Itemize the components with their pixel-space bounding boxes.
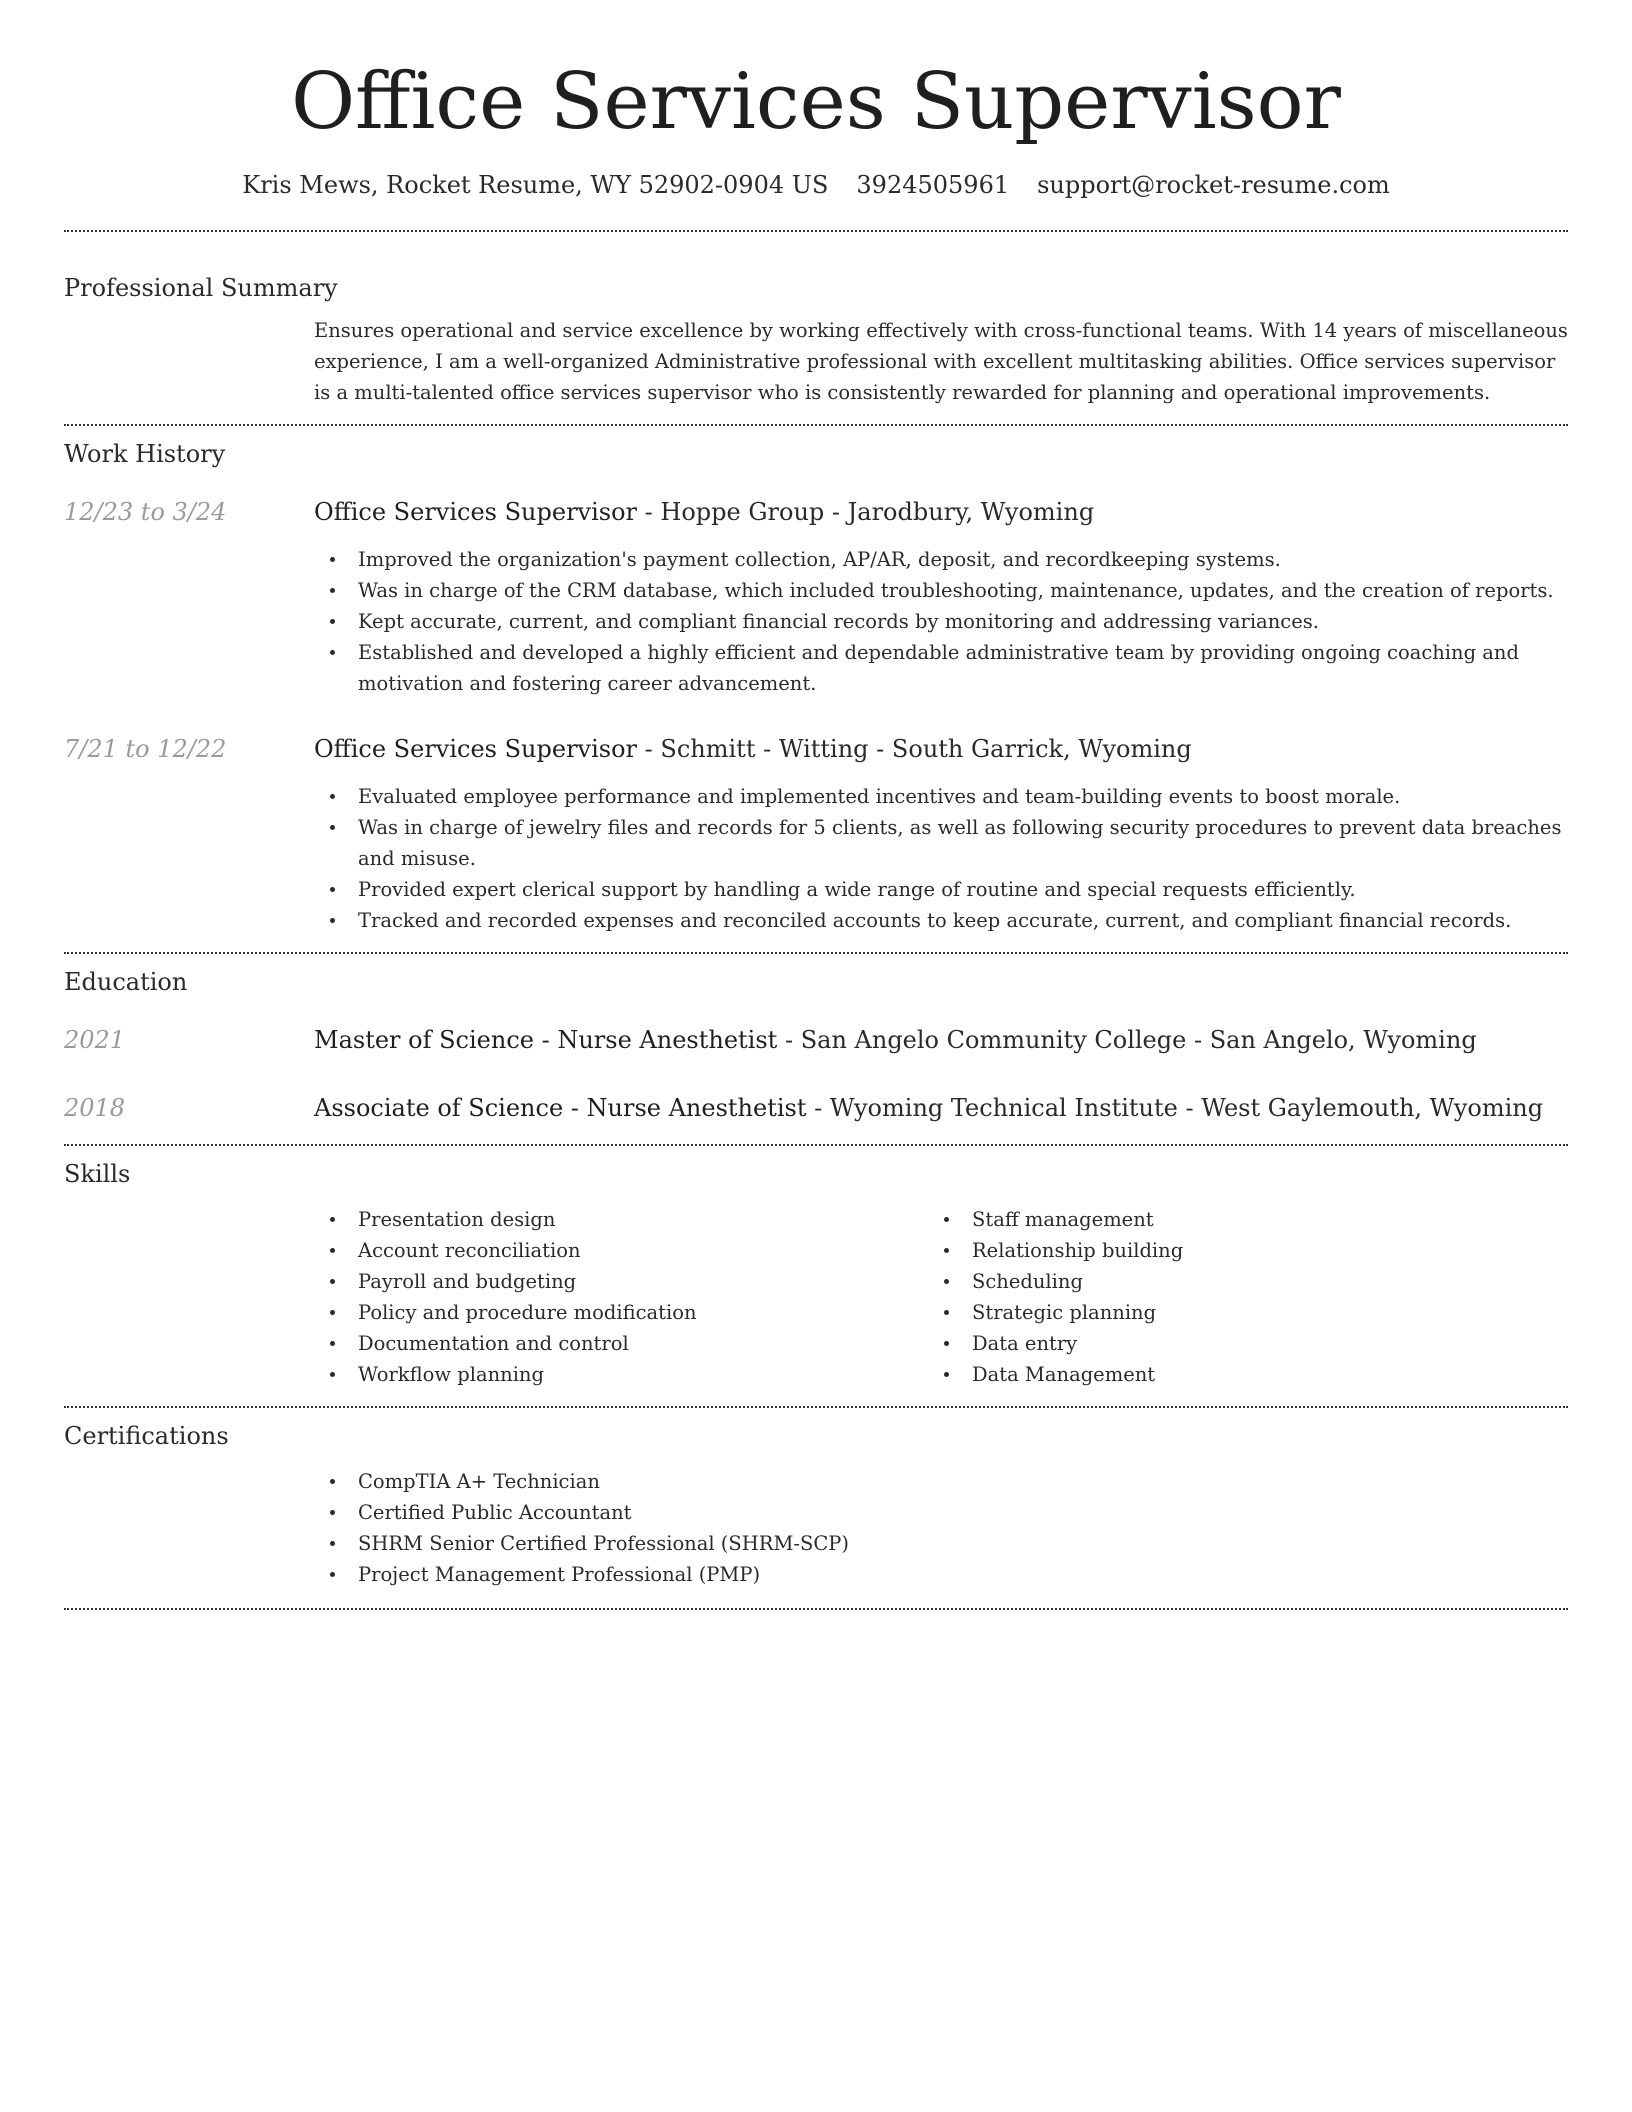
education-heading-line: Master of Science - Nurse Anesthetist - San Angelo Community College - San Angelo, Wyoming xyxy=(314,1026,1477,1054)
skills-heading: Skills xyxy=(64,1160,131,1188)
section-divider xyxy=(64,1608,1568,1610)
job-entry xyxy=(64,496,1568,699)
education-year: 2021 xyxy=(64,1026,126,1054)
work-history-heading: Work History xyxy=(64,440,226,468)
section-divider xyxy=(64,952,1568,954)
list-item: Data entry xyxy=(928,1328,1542,1359)
skills-list-left xyxy=(314,1204,928,1390)
list-item: Account reconciliation xyxy=(314,1235,928,1266)
certifications-list xyxy=(314,1466,1568,1590)
list-item: Documentation and control xyxy=(314,1328,928,1359)
job-date: 7/21 to 12/22 xyxy=(64,735,227,763)
list-item: Established and developed a highly efficient and dependable administrative team by providing ongoing coaching and motivation and fostering career advancement. xyxy=(314,637,1568,699)
list-item: Relationship building xyxy=(928,1235,1542,1266)
job-company: Hoppe Group xyxy=(660,498,825,526)
education-degree: Master of Science - Nurse Anesthetist xyxy=(314,1026,778,1054)
skills-grid xyxy=(314,1204,1568,1390)
skills-list-right xyxy=(928,1204,1542,1390)
list-item: Data Management xyxy=(928,1359,1542,1390)
education-heading-line: Associate of Science - Nurse Anesthetist - Wyoming Technical Institute - West Gaylemouth, Wyoming xyxy=(314,1094,1544,1122)
education-school: San Angelo Community College xyxy=(800,1026,1187,1054)
job-company: Schmitt - Witting xyxy=(660,735,869,763)
resume-title: Office Services Supervisor xyxy=(291,57,1341,147)
summary-text: Ensures operational and service excellence by working effectively with cross-functional teams. With 14 years of miscellaneous experience, I am a well-organized Administrative professional with excellent multitasking abilities. Office services supervisor is a multi-talented office services supervisor who is consistently rewarded for planning and operational improvements. xyxy=(314,319,1568,404)
education-heading: Education xyxy=(64,968,188,996)
list-item: Project Management Professional (PMP) xyxy=(314,1559,1568,1590)
list-item: CompTIA A+ Technician xyxy=(314,1466,1568,1497)
list-item: Provided expert clerical support by handling a wide range of routine and special requests efficiently. xyxy=(314,874,1568,905)
list-item: Tracked and recorded expenses and reconciled accounts to keep accurate, current, and compliant financial records. xyxy=(314,905,1568,936)
list-item: Was in charge of jewelry files and records for 5 clients, as well as following security procedures to prevent data breaches and misuse. xyxy=(314,812,1568,874)
job-title: Office Services Supervisor xyxy=(314,498,638,526)
list-item: Was in charge of the CRM database, which included troubleshooting, maintenance, updates, and the creation of reports. xyxy=(314,575,1568,606)
education-entry xyxy=(64,1024,1568,1056)
contact-address: Kris Mews, Rocket Resume, WY 52902-0904 US xyxy=(242,171,829,199)
section-divider xyxy=(64,1144,1568,1146)
job-bullets xyxy=(314,781,1568,936)
list-item: Strategic planning xyxy=(928,1297,1542,1328)
job-location: Jarodbury, Wyoming xyxy=(847,498,1095,526)
education-year: 2018 xyxy=(64,1094,126,1122)
list-item: Scheduling xyxy=(928,1266,1542,1297)
job-heading: Office Services Supervisor - Hoppe Group - Jarodbury, Wyoming xyxy=(314,498,1095,526)
job-location: South Garrick, Wyoming xyxy=(891,735,1192,763)
contact-line xyxy=(64,168,1568,202)
job-date: 12/23 to 3/24 xyxy=(64,498,227,526)
education-entry xyxy=(64,1092,1568,1124)
list-item: Evaluated employee performance and implemented incentives and team-building events to boost morale. xyxy=(314,781,1568,812)
list-item: Policy and procedure modification xyxy=(314,1297,928,1328)
section-divider xyxy=(64,230,1568,232)
job-bullets xyxy=(314,544,1568,699)
list-item: Workflow planning xyxy=(314,1359,928,1390)
list-item: Presentation design xyxy=(314,1204,928,1235)
certifications-heading: Certifications xyxy=(64,1422,229,1450)
job-heading: Office Services Supervisor - Schmitt - Witting - South Garrick, Wyoming xyxy=(314,735,1192,763)
contact-phone: 3924505961 xyxy=(856,171,1010,199)
summary-heading: Professional Summary xyxy=(64,274,338,302)
education-school: Wyoming Technical Institute xyxy=(829,1094,1178,1122)
section-divider xyxy=(64,1406,1568,1408)
education-location: West Gaylemouth, Wyoming xyxy=(1201,1094,1544,1122)
list-item: Certified Public Accountant xyxy=(314,1497,1568,1528)
section-divider xyxy=(64,424,1568,426)
resume-page xyxy=(64,0,1568,1610)
list-item: SHRM Senior Certified Professional (SHRM-SCP) xyxy=(314,1528,1568,1559)
education-degree: Associate of Science - Nurse Anesthetist xyxy=(314,1094,807,1122)
job-title: Office Services Supervisor xyxy=(314,735,638,763)
list-item: Payroll and budgeting xyxy=(314,1266,928,1297)
education-location: San Angelo, Wyoming xyxy=(1209,1026,1477,1054)
list-item: Staff management xyxy=(928,1204,1542,1235)
job-entry xyxy=(64,733,1568,936)
contact-email: support@rocket-resume.com xyxy=(1037,171,1390,199)
list-item: Improved the organization's payment collection, AP/AR, deposit, and recordkeeping systems. xyxy=(314,544,1568,575)
list-item: Kept accurate, current, and compliant financial records by monitoring and addressing variances. xyxy=(314,606,1568,637)
